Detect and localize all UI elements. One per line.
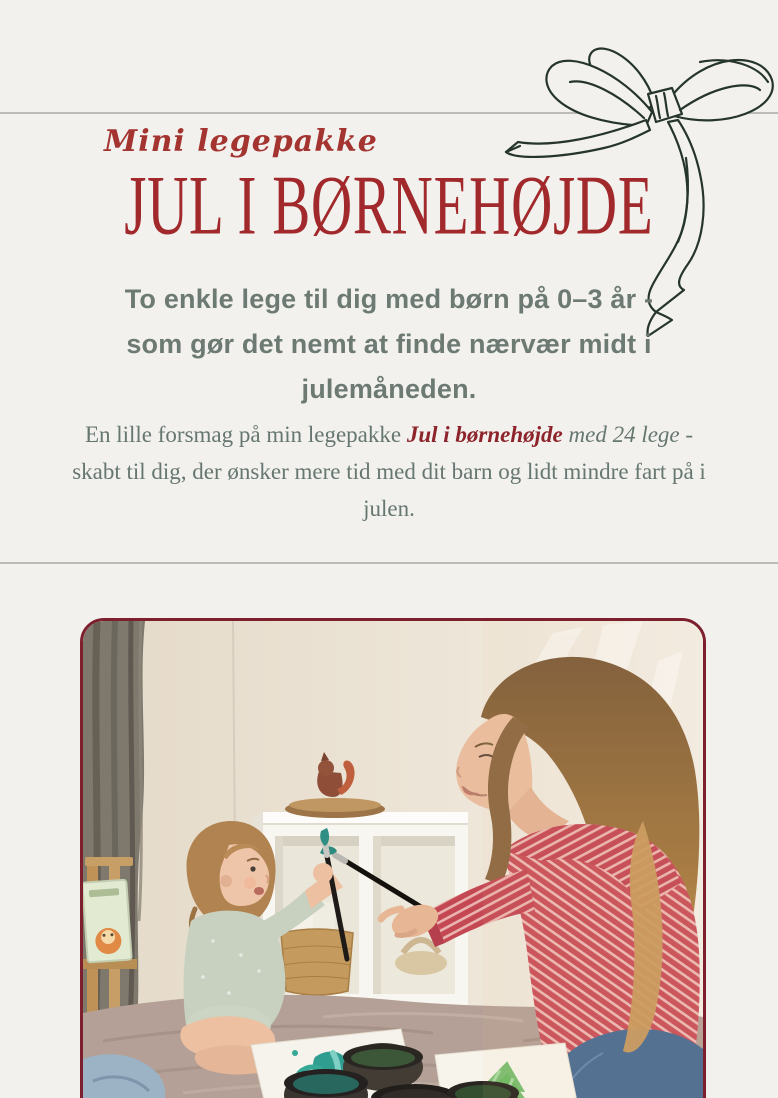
intro-segment-product-name: Jul i børnehøjde — [406, 422, 563, 447]
hero-photo — [80, 618, 706, 1098]
page-title: JUL I BØRNEHØJDE — [124, 158, 654, 253]
subtitle-line-2: som gør det nemt at finde nærvær midt i — [126, 329, 652, 359]
picture-book — [83, 880, 132, 963]
subtitle — [0, 277, 778, 412]
bottom-divider — [0, 562, 778, 564]
intro-segment-normal-1: En lille forsmag på min legepakke — [84, 422, 407, 447]
intro-segment-italic: med 24 lege - — [562, 422, 694, 447]
photo-illustration — [83, 621, 703, 1098]
subtitle-line-3: julemåneden. — [301, 374, 477, 404]
eyebrow-script-text: Mini legepakke — [104, 124, 378, 159]
intro-paragraph — [59, 416, 719, 527]
intro-segment-normal-2: skabt til dig, der ønsker mere tid med dit barn og lidt mindre fart på i julen. — [72, 459, 706, 521]
subtitle-line-1: To enkle lege til dig med børn på 0–3 år - — [124, 284, 654, 314]
page-title-wrap — [0, 158, 778, 253]
toddler-hand — [313, 863, 333, 883]
warm-light-overlay — [483, 621, 703, 1098]
